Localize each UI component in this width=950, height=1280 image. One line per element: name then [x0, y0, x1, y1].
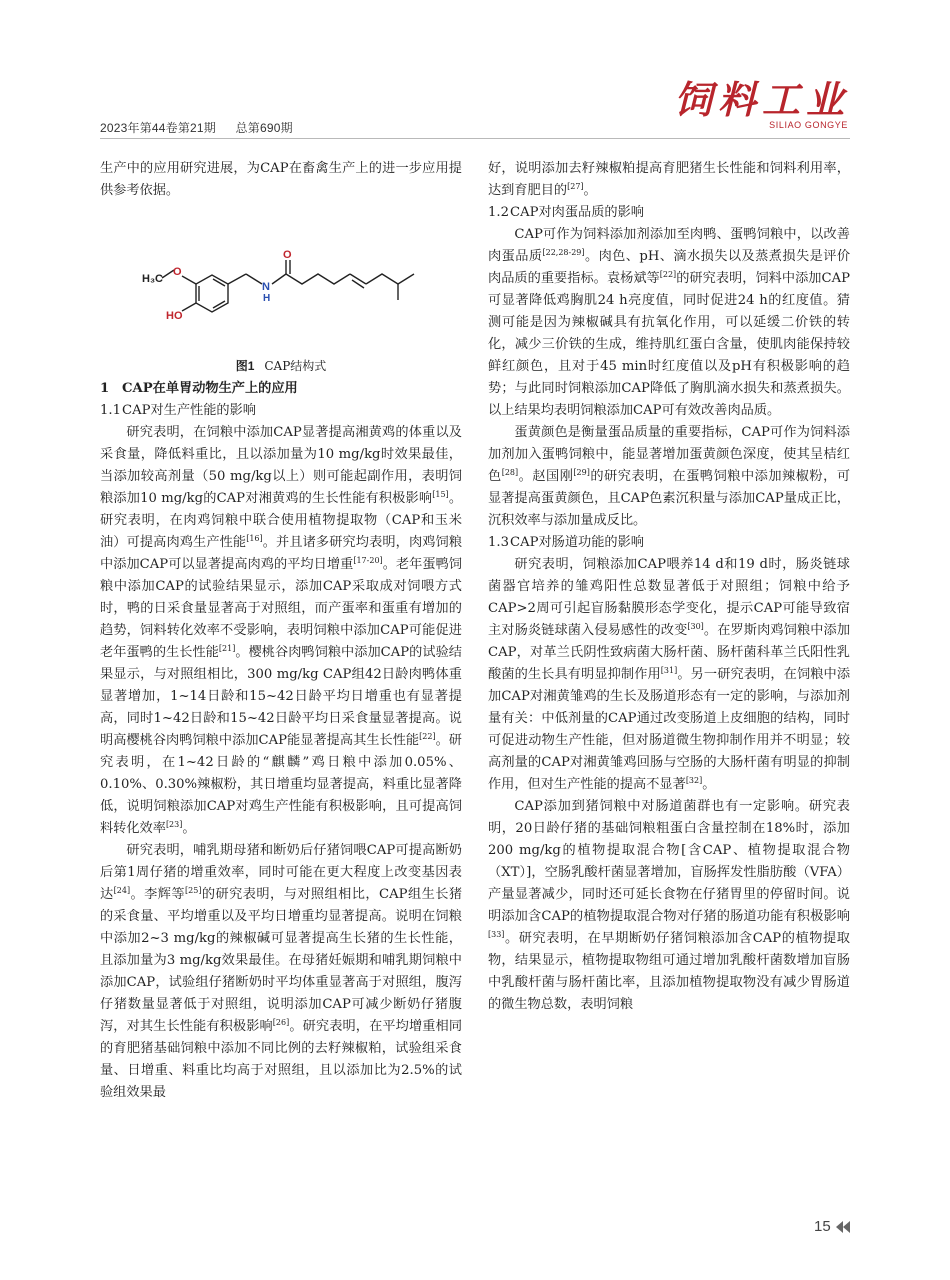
citation: [29]	[573, 468, 590, 477]
paragraph-egg-quality: 蛋黄颜色是衡量蛋品质量的重要指标，CAP可作为饲料添加剂加入蛋鸭饲粮中，能显著增加蛋黄颜色深度，使其呈桔红色[28]。赵国刚[29]的研究表明，在蛋鸭饲粮中添加辣椒粉，可显著提高蛋黄颜色，且CAP色素沉积量与添加CAP量成正比，沉积效率与添加量成反比。	[488, 425, 851, 528]
ether-oxygen-label: O	[173, 266, 182, 278]
citation: [24]	[113, 886, 131, 895]
molecule-bonds	[162, 260, 414, 312]
right-column	[488, 158, 850, 1016]
paragraph-continuation: 好，说明添加去籽辣椒粕提高育肥猪生长性能和饲料利用率，达到育肥目的[27]。	[488, 161, 850, 198]
citation: [25]	[185, 886, 202, 895]
page-number: 15	[814, 1218, 831, 1235]
figure-caption	[100, 356, 462, 376]
citation: [22]	[419, 732, 436, 741]
section-title: CAP对生产性能的影响	[122, 403, 256, 418]
citation: [17-20]	[353, 556, 383, 565]
issue-label: 2023年第44卷第21期	[100, 121, 216, 135]
figure-caption-label: 图1	[235, 359, 255, 373]
citation: [23]	[165, 820, 183, 829]
section-heading-1-3	[488, 532, 850, 554]
issue-info	[100, 119, 293, 136]
figure-cap-structure	[100, 202, 462, 378]
methyl-label: H₃C	[142, 273, 163, 285]
cap-structure-diagram	[100, 202, 462, 352]
intro-paragraph-end: 生产中的应用研究进展，为CAP在畜禽生产上的进一步应用提供参考依据。	[100, 161, 462, 198]
section-heading-1	[100, 378, 462, 400]
section-number: 1.1	[100, 403, 121, 418]
citation: [16]	[246, 534, 263, 543]
nitrogen-label: N	[262, 281, 270, 293]
logo-english: SILIAO GONGYE	[769, 120, 848, 130]
page-marker-icon	[836, 1221, 850, 1233]
citation: [22]	[659, 270, 677, 279]
citation: [28]	[501, 468, 519, 477]
paragraph-swine-performance: 研究表明，哺乳期母猪和断奶后仔猪饲喂CAP可提高断奶后第1周仔猪的增重效率，同时可能在更大程度上改变基因表达[24]。李辉等[25]的研究表明，与对照组相比，CAP组生长猪的采食量、平均增重以及平均日增重均显著提高。说明在饲粮中添加2~3 mg/kg的辣椒碱可显著提高生长猪的生长性能，且添加量为3 mg/kg效果最佳。在母猪妊娠期和哺乳期饲粮中添加CAP，试验组仔猪断奶时平均体重显著高于对照组，腹泻仔猪数量显著低于对照组，说明添加CAP可减少断奶仔猪腹泻，对其生长性能有积极影响[26]。研究表明，在平均增重相同的育肥猪基础饲粮中添加不同比例的去籽辣椒粕，试验组采食量、日增重、料重比均高于对照组，且以添加比为2.5%的试验组效果最	[100, 843, 463, 1100]
left-column	[100, 158, 462, 1104]
section-title: CAP对肉蛋品质的影响	[510, 205, 644, 220]
logo-chinese: 饲料工业	[673, 77, 850, 122]
hydroxyl-label: HO	[166, 310, 183, 322]
citation: [22,28-29]	[542, 248, 585, 257]
paragraph-poultry-performance: 研究表明，在饲粮中添加CAP显著提高湘黄鸡的体重以及采食量，降低料重比，且以添加量为10 mg/kg时效果最佳，当添加较高剂量（50 mg/kg以上）则可能起副作用，表明饲粮添加10 mg/kg的CAP对湘黄鸡的生长性能有积极影响[15]。研究表明，在肉鸡饲粮中联合使用植物提取物（CAP和玉米油）可提高肉鸡生产性能[16]。并且诸多研究均表明，肉鸡饲粮中添加CAP可以显著提高肉鸡的平均日增重[17-20]。老年蛋鸭饲粮中添加CAP的试验结果显示，添加CAP采取成对饲喂方式时，鸭的日采食量显著高于对照组，而产蛋率和蛋重有增加的趋势，饲料转化效率不受影响，表明饲粮中添加CAP可能促进老年蛋鸭的生长性能[21]。樱桃谷肉鸭饲粮中添加CAP的试验结果显示，与对照组相比，300 mg/kg CAP组42日龄肉鸭体重显著增加，1~14日龄和15~42日龄平均日增重也有显著提高，同时1~42日龄和15~42日龄平均日采食量显著提高。说明高樱桃谷肉鸭饲粮中添加CAP能显著提高其生长性能[22]。研究表明，在1~42日龄的“麒麟”鸡日粮中添加0.05%、0.10%、0.30%辣椒粉，其日增重均显著提高，料重比显著降低，说明饲粮添加CAP对鸡生产性能有积极影响，且可提高饲料转化效率[23]。	[100, 425, 463, 836]
citation: [33]	[488, 930, 505, 939]
paragraph-meat-quality: CAP可作为饲料添加剂添加至肉鸭、蛋鸭饲粮中，以改善肉蛋品质[22,28-29]。肉色、pH、滴水损失以及蒸煮损失是评价肉品质的重要指标。袁杨斌等[22]的研究表明，饲料中添加CAP可显著降低鸡胸肌24 h亮度值，同时促进24 h的红度值。猜测可能是因为辣椒碱具有抗氧化作用，可以延缓二价铁的转化，减少三价铁的生成，维持肌红蛋白含量，使肌肉能保持较鲜红颜色，且对于45 min时红度值以及pH有积极影响的趋势；与此同时饲粮添加CAP降低了胸肌滴水损失和蒸煮损失。以上结果均表明饲粮添加CAP可有效改善肉品质。	[488, 227, 851, 418]
section-number: 1.2	[488, 205, 509, 220]
citation: [32]	[685, 776, 703, 785]
section-title: CAP对肠道功能的影响	[510, 535, 644, 550]
section-number: 1.3	[488, 535, 509, 550]
section-number: 1	[100, 381, 110, 396]
journal-logo	[672, 77, 850, 136]
citation: [15]	[432, 490, 449, 499]
citation: [21]	[218, 644, 236, 653]
citation: [27]	[567, 182, 584, 191]
section-heading-1-2	[488, 202, 850, 224]
paragraph-gut-poultry: 研究表明，饲粮添加CAP喂养14 d和19 d时，肠炎链球菌器官培养的雏鸡阳性总数显著低于对照组；饲粮中给予CAP>2周可引起盲肠黏膜形态学变化，提示CAP可能导致宿主对肠炎链球菌入侵易感性的改变[30]。在罗斯肉鸡饲粮中添加CAP，对革兰氏阴性致病菌大肠杆菌、肠杆菌科革兰氏阳性乳酸菌的生长具有明显抑制作用[31]。另一研究表明，在饲粮中添加CAP对湘黄雏鸡的生长及肠道形态有一定的影响，与添加剂量有关：中低剂量的CAP通过改变肠道上皮细胞的结构，同时可促进动物生产性能，但对肠道微生物抑制作用并不明显；较高剂量的CAP对湘黄雏鸡回肠与空肠的大肠杆菌有明显的抑制作用，但对生产性能的提高不显著[32]。	[488, 557, 851, 792]
header-divider	[100, 138, 850, 139]
citation: [30]	[687, 622, 704, 631]
section-title: CAP在单胃动物生产上的应用	[122, 381, 298, 396]
figure-caption-text: CAP结构式	[264, 359, 327, 373]
amide-hydrogen-label: H	[263, 293, 271, 304]
paragraph-gut-swine: CAP添加到猪饲粮中对肠道菌群也有一定影响。研究表明，20日龄仔猪的基础饲粮粗蛋白含量控制在18%时，添加200 mg/kg的植物提取混合物[含CAP、植物提取混合物（XT）]，空肠乳酸杆菌显著增加，盲肠挥发性脂肪酸（VFA）产量显著减少，同时还可延长食物在仔猪胃里的停留时间。说明添加含CAP的植物提取混合物对仔猪的肠道功能有积极影响[33]。研究表明，在早期断奶仔猪饲粮添加含CAP的植物提取物，结果显示，植物提取物组可通过增加乳酸杆菌数增加盲肠中乳酸杆菌与肠杆菌比率，且添加植物提取物没有减少胃肠道的微生物总数，表明饲粮	[488, 799, 850, 1012]
carbonyl-oxygen-label: O	[283, 249, 292, 261]
total-issue-label: 总第690期	[235, 121, 293, 135]
citation: [31]	[660, 666, 678, 675]
section-heading-1-1	[100, 400, 462, 422]
citation: [26]	[272, 1018, 290, 1027]
